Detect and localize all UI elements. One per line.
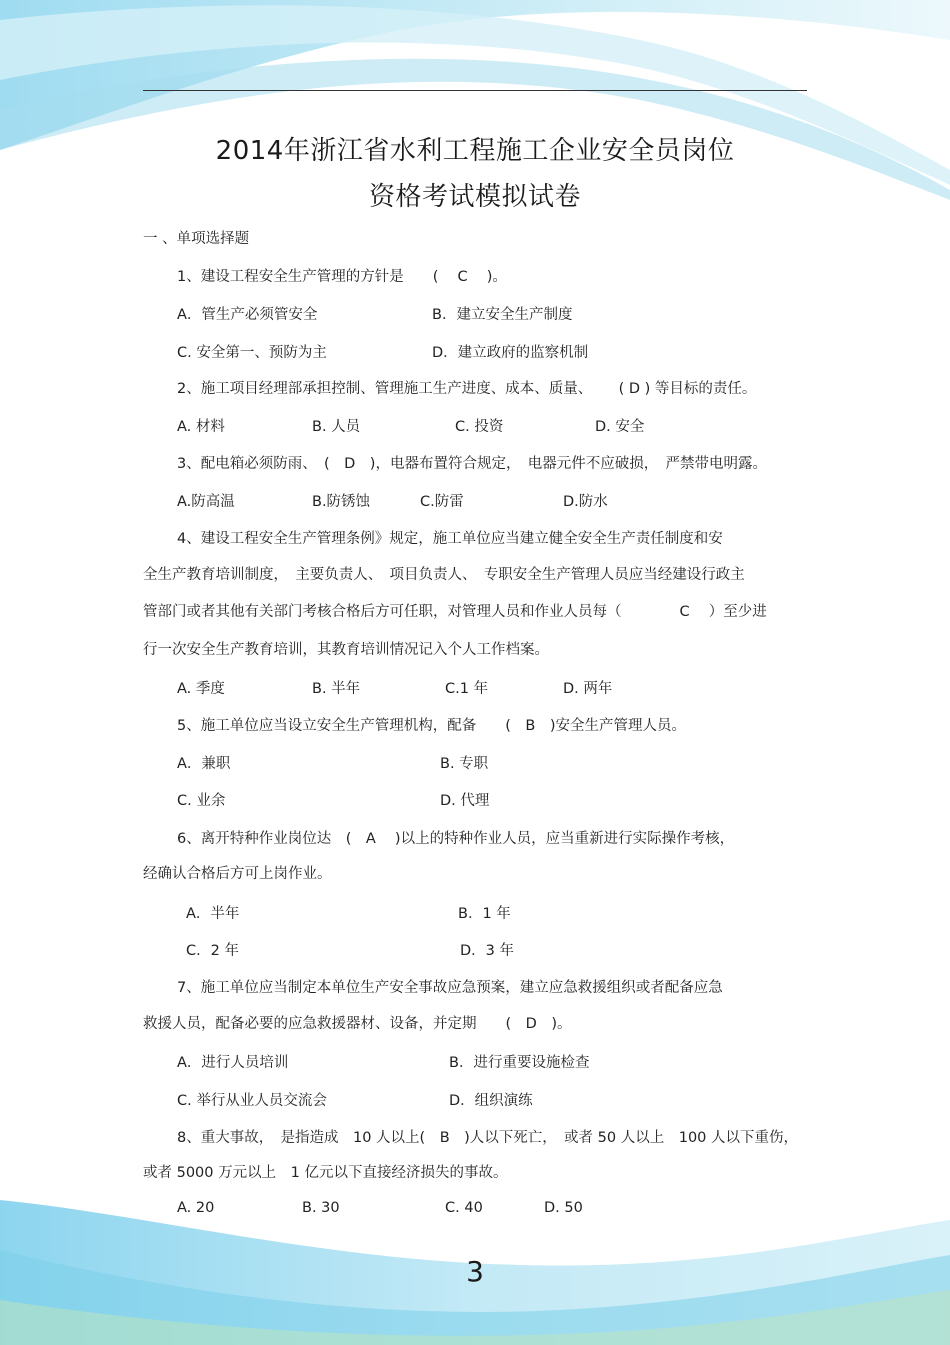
- question-4-text-line-2: 全生产教育培训制度， 主要负责人、 项目负责人、 专职安全生产管理人员应当经建设行政主: [143, 567, 745, 583]
- question-6-option-c: C．2 年: [186, 943, 239, 959]
- question-8-text-line-2: 或者 5000 万元以上 1 亿元以下直接经济损失的事故。: [143, 1165, 508, 1181]
- question-4-option-c: C.1 年: [445, 681, 489, 697]
- question-4-option-a: A. 季度: [177, 681, 225, 697]
- question-8-option-a: A. 20: [177, 1200, 215, 1216]
- question-7-option-c: C. 举行从业人员交流会: [177, 1093, 327, 1109]
- question-5-option-c: C. 业余: [177, 793, 226, 809]
- question-7-option-a: A．进行人员培训: [177, 1055, 289, 1071]
- section-heading: 一 、单项选择题: [143, 231, 250, 247]
- question-2-option-c: C. 投资: [455, 419, 504, 435]
- question-6-option-b: B．1 年: [458, 906, 511, 922]
- question-7-text-line-1: 7、施工单位应当制定本单位生产安全事故应急预案，建立应急救援组织或者配备应急: [177, 980, 723, 996]
- question-4-text-line-1: 4、建设工程安全生产管理条例》规定，施工单位应当建立健全安全生产责任制度和安: [177, 531, 723, 547]
- question-6-text-line-2: 经确认合格后方可上岗作业。: [143, 866, 332, 882]
- question-3-text: 3、配电箱必须防雨、 ( D )，电器布置符合规定， 电器元件不应破损， 严禁带电明露。: [177, 456, 767, 472]
- question-2-option-d: D. 安全: [595, 419, 645, 435]
- question-4-text-line-3: 管部门或者其他有关部门考核合格后方可任职，对管理人员和作业人员每（ C ）至少进: [143, 604, 767, 620]
- question-8-option-d: D. 50: [544, 1200, 583, 1216]
- question-4-text-line-4: 行一次安全生产教育培训，其教育培训情况记入个人工作档案。: [143, 642, 549, 658]
- question-1-option-a: A．管生产必须管安全: [177, 307, 318, 323]
- question-3-option-c: C.防雷: [420, 494, 464, 510]
- page-number: 3: [466, 1255, 484, 1288]
- question-5-option-d: D. 代理: [440, 793, 490, 809]
- question-3-option-a: A.防高温: [177, 494, 235, 510]
- question-4-option-d: D. 两年: [563, 681, 613, 697]
- question-1-option-d: D．建立政府的监察机制: [432, 345, 589, 361]
- question-8-option-c: C. 40: [445, 1200, 483, 1216]
- question-7-option-d: D．组织演练: [449, 1093, 533, 1109]
- header-rule: [143, 90, 807, 91]
- question-7-option-b: B．进行重要设施检查: [449, 1055, 590, 1071]
- question-5-option-b: B. 专职: [440, 756, 489, 772]
- question-2-option-a: A. 材料: [177, 419, 225, 435]
- question-8-text-line-1: 8、重大事故， 是指造成 10 人以上( B )人以下死亡， 或者 50 人以上 100 人以下重伤，: [177, 1130, 798, 1146]
- question-5-option-a: A．兼职: [177, 756, 231, 772]
- question-7-text-line-2: 救援人员，配备必要的应急救援器材、设备，并定期 ( D )。: [143, 1016, 572, 1032]
- question-2-option-b: B. 人员: [312, 419, 361, 435]
- question-8-option-b: B. 30: [302, 1200, 340, 1216]
- question-1-option-b: B．建立安全生产制度: [432, 307, 573, 323]
- question-6-text-line-1: 6、离开特种作业岗位达 ( A )以上的特种作业人员，应当重新进行实际操作考核，: [177, 831, 735, 847]
- question-1-option-c: C. 安全第一、预防为主: [177, 345, 327, 361]
- question-3-option-d: D.防水: [563, 494, 608, 510]
- document-title-line-1: 2014年浙江省水利工程施工企业安全员岗位: [215, 136, 735, 166]
- question-6-option-a: A．半年: [186, 906, 240, 922]
- question-4-option-b: B. 半年: [312, 681, 361, 697]
- question-1-text: 1、建设工程安全生产管理的方针是 ( C )。: [177, 269, 507, 285]
- document-title-line-2: 资格考试模拟试卷: [368, 182, 581, 212]
- question-6-option-d: D．3 年: [460, 943, 514, 959]
- question-3-option-b: B.防锈蚀: [312, 494, 371, 510]
- question-2-text: 2、施工项目经理部承担控制、管理施工生产进度、成本、质量、 ( D ) 等目标的责任。: [177, 381, 757, 397]
- question-5-text: 5、施工单位应当设立安全生产管理机构，配备 ( B )安全生产管理人员。: [177, 718, 686, 734]
